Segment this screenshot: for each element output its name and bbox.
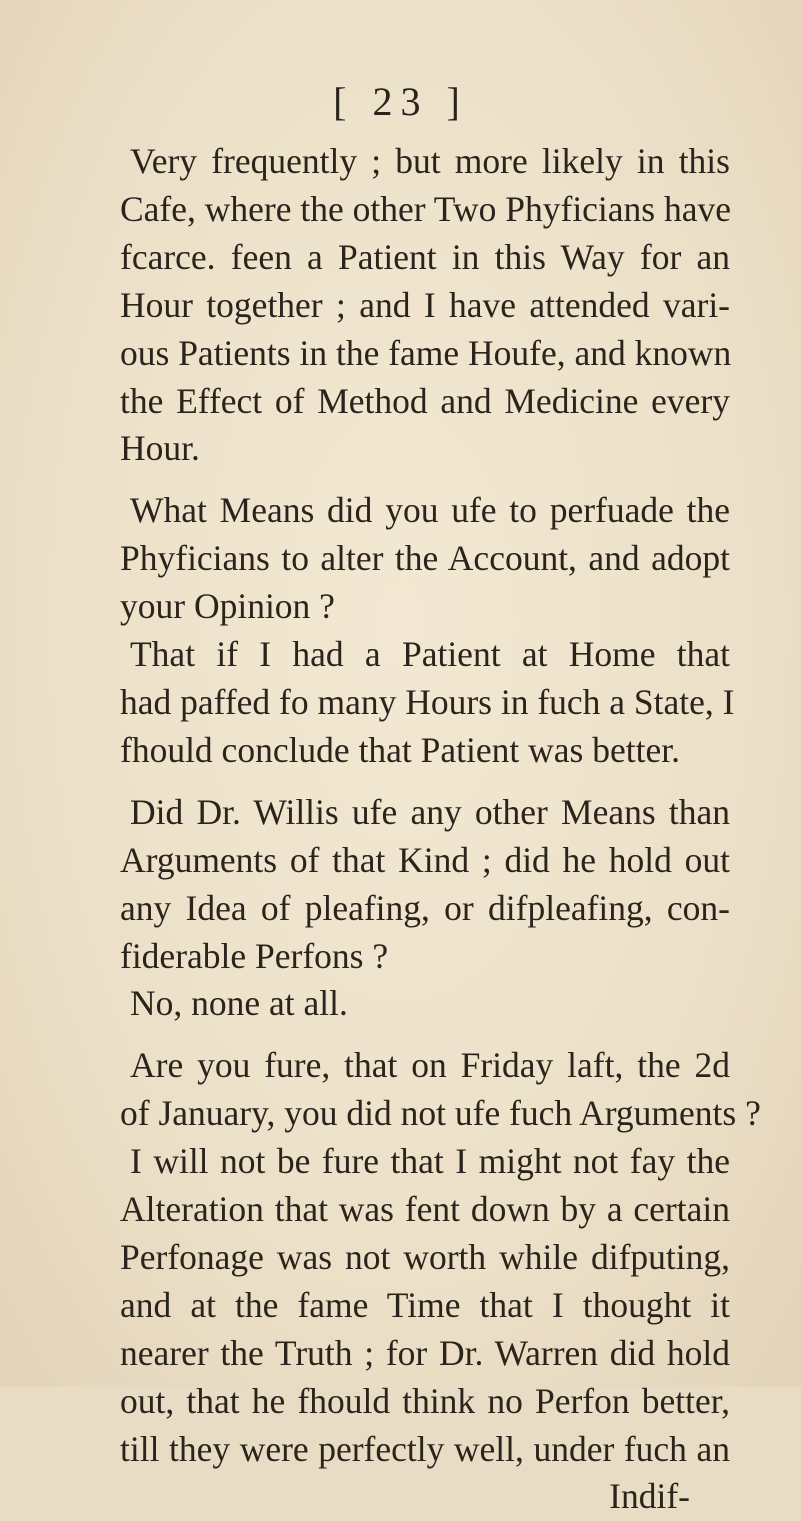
text-line: any Idea of pleafing, or difpleafing, con-	[120, 887, 730, 928]
text-line: Hour together ; and I have attended vari-	[120, 284, 730, 325]
catchword: Indif-	[609, 1476, 690, 1517]
text-line: Arguments of that Kind ; did he hold out	[120, 839, 730, 880]
text-line: fhould conclude that Patient was better.	[120, 729, 680, 770]
text-line: That if I had a Patient at Home that	[130, 634, 730, 675]
text-line: Did Dr. Willis ufe any other Means than	[130, 791, 730, 832]
page-body	[120, 138, 761, 1521]
text-line: ous Patients in the fame Houfe, and known	[120, 332, 732, 373]
page-number: [ 23 ]	[333, 79, 468, 124]
text-line: Hour.	[120, 428, 200, 469]
text-line: out, that he fhould think no Perfon better,	[120, 1380, 730, 1421]
text-line: Alteration that was fent down by a certain	[120, 1189, 730, 1230]
text-line: of January, you did not ufe fuch Arguments ?	[120, 1093, 761, 1134]
text-line: till they were perfectly well, under fuch an	[120, 1428, 730, 1469]
text-line: nearer the Truth ; for Dr. Warren did hold	[120, 1332, 730, 1373]
text-line: Phyficians to alter the Account, and adopt	[120, 538, 730, 579]
text-line: Very frequently ; but more likely in this	[130, 141, 730, 181]
text-line: your Opinion ?	[120, 586, 335, 627]
text-line: Perfonage was not worth while difputing,	[120, 1236, 730, 1277]
text-line: Cafe, where the other Two Phyficians have	[120, 188, 732, 229]
text-line: I will not be fure that I might not fay the	[130, 1141, 730, 1182]
text-line: No, none at all.	[130, 983, 348, 1024]
text-line: fcarce. feen a Patient in this Way for an	[120, 236, 730, 277]
text-line: Are you fure, that on Friday laft, the 2d	[130, 1045, 730, 1086]
text-line: fiderable Perfons ?	[120, 935, 389, 976]
text-line: and at the fame Time that I thought it	[120, 1284, 730, 1325]
text-line: the Effect of Method and Medicine every	[120, 380, 730, 421]
text-line: What Means did you ufe to perfuade the	[130, 490, 730, 531]
text-line: had paffed fo many Hours in fuch a State, I	[120, 681, 735, 722]
